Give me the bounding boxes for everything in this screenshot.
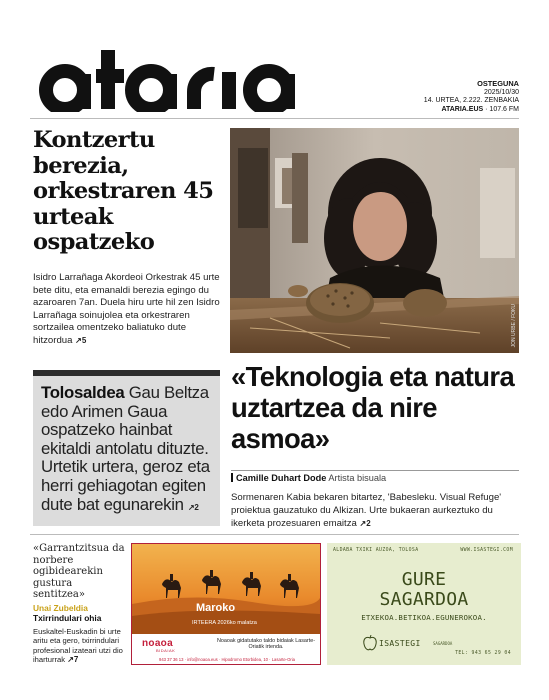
page-ref-arrow-icon[interactable]: ↗2 bbox=[188, 502, 199, 512]
ad-website[interactable]: WWW.ISASTEGI.COM bbox=[460, 548, 513, 553]
travel-ad[interactable] bbox=[131, 543, 321, 665]
interviewee-role: Artista bisuala bbox=[326, 473, 387, 483]
ad-slogan: ETXEKOA.BETIKOA.EGUNEROKOA. bbox=[361, 613, 487, 622]
page-ref-arrow-icon[interactable]: ↗7 bbox=[67, 654, 79, 664]
brief-quote: «Garrantzitsua da norbere ogibidearekin gustura sentitzea» bbox=[33, 543, 125, 601]
ad-contact: 943 37 36 13 · info@noaoa.eus · Hipodromo Etorbidea, 10 · Lasarte-Oria bbox=[158, 657, 295, 662]
divider bbox=[30, 118, 519, 119]
lead-summary-text: Isidro Larrañaga Akordeoi Orkestrak 45 urte bete ditu, eta emanaldi berezia egingo du azaroaren 7an. Duela hiru urte hil zen Isidro Larrañaga soinujolea eta orkestraren sortzailea omentzeko baliatuko dute hitzordua bbox=[33, 272, 220, 346]
noaoa-logo: noaoa bbox=[142, 638, 173, 649]
isastegi-logo-sub: SAGARDOA bbox=[433, 641, 453, 646]
ad-departure: IRTEERA 2026ko malatza bbox=[192, 620, 257, 626]
artist-photo[interactable] bbox=[230, 128, 519, 353]
apple-icon bbox=[363, 635, 377, 651]
promo-text: Gau Beltza edo Arimen Gaua ospatzeko hainbat ekitaldi antolatu dituzte. Urtetik urtera, geroz eta herri gehiagotan egiten dute bat egunarekin bbox=[41, 383, 210, 514]
divider bbox=[30, 534, 519, 535]
interviewee-name: Camille Duhart Dode bbox=[236, 473, 327, 483]
interview-summary-text: Sormenaren Kabia bekaren bitartez, 'Babesleku. Visual Refuge' proiektua gauzatuko du Alkizan. Urte bukaeran aurkeztuko du ikerketa prozesuaren emaitza bbox=[231, 492, 502, 529]
cider-ad[interactable] bbox=[327, 543, 521, 665]
ad-headline-line1: GURE bbox=[401, 569, 447, 590]
issue-number: 14. URTEA, 2.222. ZENBAKIA bbox=[423, 97, 519, 105]
byline-marker bbox=[231, 473, 233, 482]
noaoa-logo-sub: BIDAIAK bbox=[156, 648, 176, 653]
lead-summary bbox=[33, 272, 227, 348]
promo-lead-word: Tolosaldea bbox=[41, 383, 125, 402]
photo-credit: JON URBE / FOKU bbox=[511, 303, 517, 347]
interview-summary bbox=[231, 492, 521, 530]
ad-location: ALDABA TXIKI AUZOA, TOLOSA bbox=[333, 548, 419, 553]
ad-phone: TEL: 943 65 29 04 bbox=[455, 651, 511, 656]
interview-byline bbox=[231, 470, 519, 485]
page-ref-arrow-icon[interactable]: ↗5 bbox=[75, 335, 87, 345]
ad-headline-line2: SAGARDOA bbox=[379, 589, 469, 610]
ataria-logo[interactable] bbox=[36, 40, 298, 112]
brief-summary bbox=[33, 627, 125, 664]
lead-headline[interactable]: Kontzertu berezia, orkestraren 45 urteak ospatzeko bbox=[33, 127, 214, 256]
issue-day: OSTEGUNA bbox=[477, 79, 519, 88]
promo-box[interactable] bbox=[33, 370, 220, 526]
site-link[interactable]: ATARIA.EUS bbox=[441, 105, 484, 113]
isastegi-logo: ISASTEGI bbox=[379, 639, 421, 648]
interview-quote[interactable]: «Teknologia eta natura uztartzea da nire asmoa» bbox=[231, 361, 515, 454]
issue-meta bbox=[424, 80, 519, 114]
brief-item[interactable] bbox=[33, 543, 125, 664]
masthead bbox=[0, 0, 549, 122]
brief-role: Txirrindulari ohia bbox=[33, 612, 102, 623]
brief-name: Unai Zubeldia bbox=[33, 602, 88, 613]
radio-frequency: · 107.6 FM bbox=[483, 105, 519, 113]
ad-description: Noaoak gidatutako taldo bidaiak Lasarte-Oriatik irtenda. bbox=[217, 638, 315, 651]
page-ref-arrow-icon[interactable]: ↗2 bbox=[359, 518, 371, 528]
brief-summary-text: Euskaltel-Euskadin bi urte aritu eta gero, txirrindulari profesional izateari utzi dio iharturrak bbox=[33, 627, 123, 664]
photo-illustration bbox=[230, 128, 519, 353]
issue-date: 2025/10/30 bbox=[483, 88, 519, 96]
ad-destination: Maroko bbox=[196, 602, 236, 614]
logo-text: ataria bbox=[36, 40, 39, 41]
ad-headline bbox=[327, 570, 521, 610]
